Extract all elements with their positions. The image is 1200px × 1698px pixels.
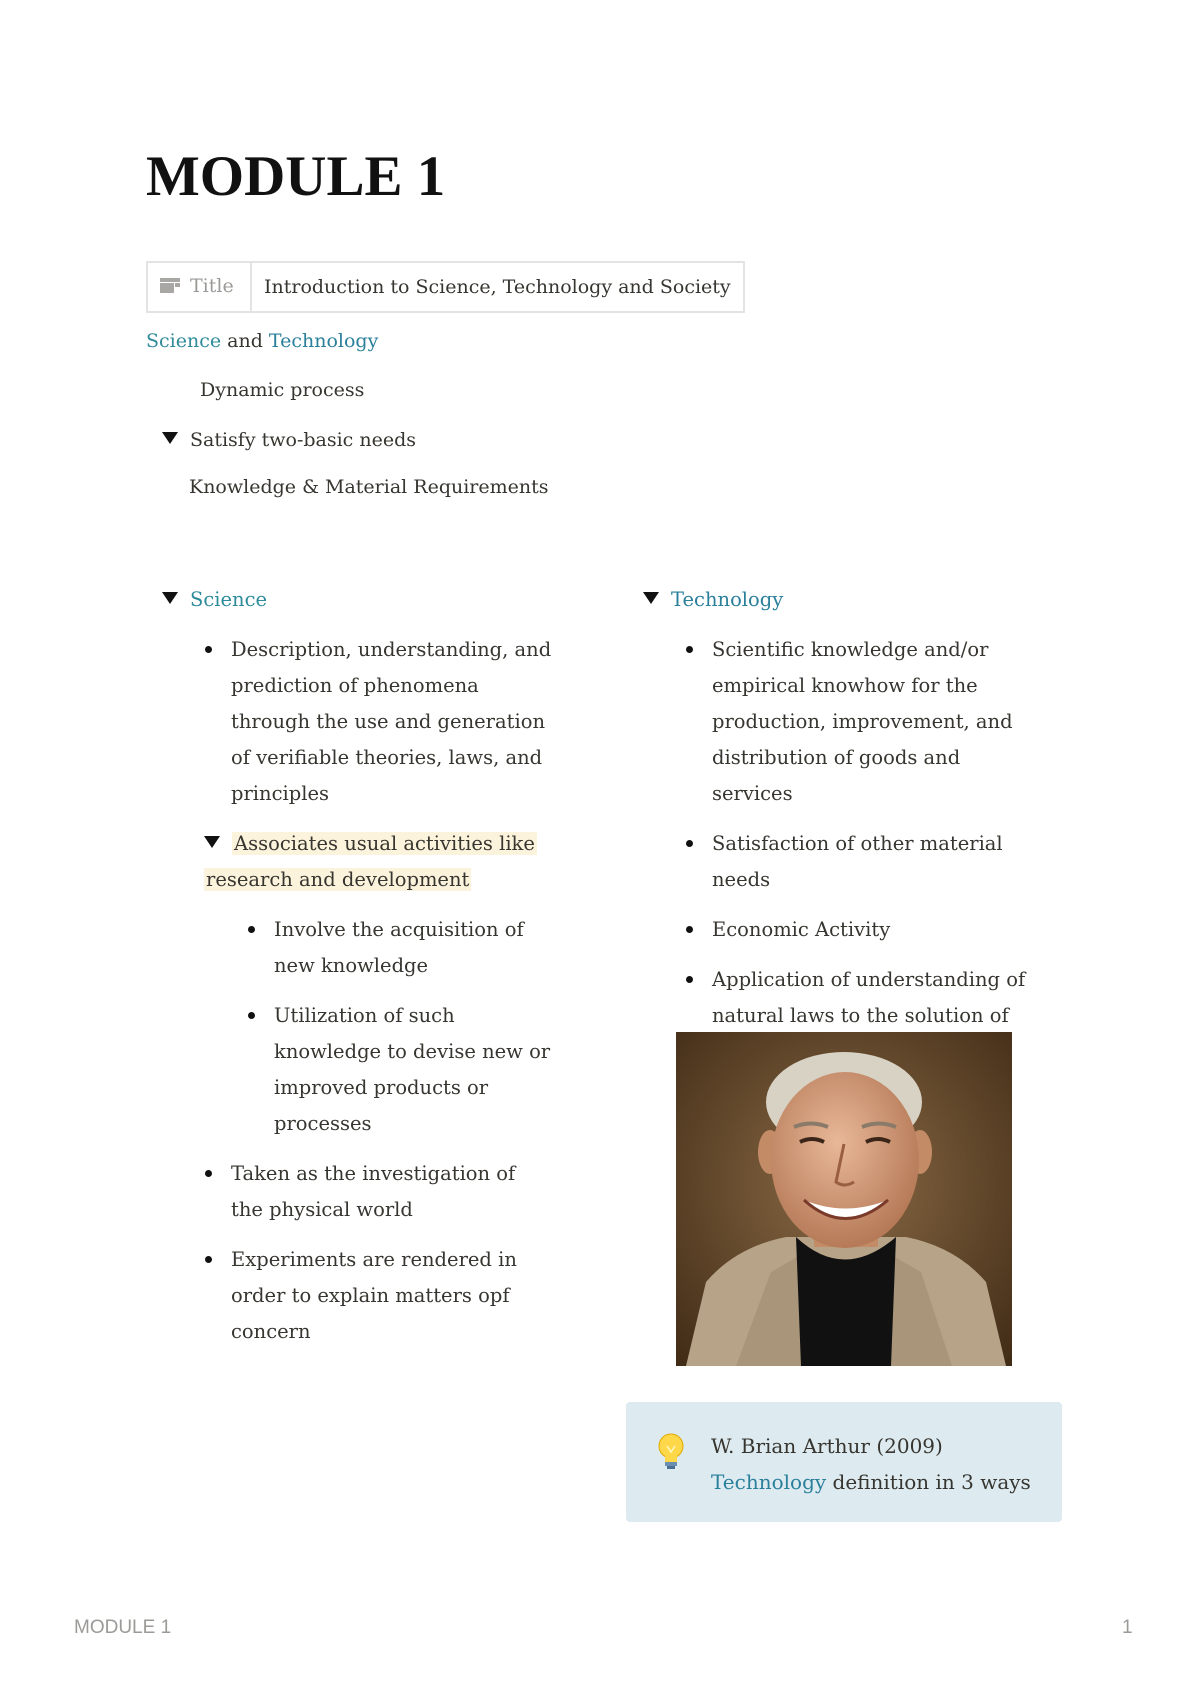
list-item: Economic Activity	[684, 912, 1044, 948]
list-item: Satisfaction of other material needs	[684, 826, 1044, 898]
property-key-label: Title	[190, 275, 234, 297]
technology-heading-link[interactable]: Technology	[671, 588, 784, 611]
callout-line-1: W. Brian Arthur (2009)	[711, 1434, 943, 1458]
list-item: Scientific knowledge and/or empirical knowhow for the production, improvement, and distribution of goods and services	[684, 632, 1044, 812]
property-row	[147, 262, 744, 312]
footer-left: MODULE 1	[74, 1617, 172, 1638]
science-list	[203, 632, 553, 812]
research-toggle[interactable]	[204, 826, 544, 898]
list-item: Experiments are rendered in order to explain matters opf concern	[203, 1242, 553, 1350]
science-toggle[interactable]	[162, 582, 582, 618]
technology-list	[684, 632, 1044, 1070]
needs-toggle[interactable]	[162, 429, 416, 452]
dynamic-process-text: Dynamic process	[200, 379, 365, 401]
list-item: Taken as the investigation of the physical world	[203, 1156, 553, 1228]
lightbulb-icon	[656, 1432, 686, 1483]
research-highlight: research and development	[206, 868, 470, 891]
property-value[interactable]: Introduction to Science, Technology and Society	[251, 262, 744, 312]
properties-table	[146, 261, 745, 313]
callout-box	[626, 1402, 1062, 1522]
science-heading-link[interactable]: Science	[190, 588, 268, 611]
technology-link[interactable]: Technology	[268, 330, 379, 352]
needs-text: Knowledge & Material Requirements	[189, 476, 549, 498]
science-list-continued	[203, 1156, 553, 1350]
callout-technology-link[interactable]: Technology	[711, 1470, 827, 1494]
callout-line-2	[711, 1464, 1031, 1500]
research-toggle-text: Associates usual activities like	[234, 832, 535, 855]
list-item: Utilization of such knowledge to devise new or improved products or processes	[246, 998, 564, 1142]
list-item: Involve the acquisition of new knowledge	[246, 912, 564, 984]
page-title: MODULE 1	[146, 145, 446, 208]
callout-rest: definition in 3 ways	[826, 1470, 1031, 1494]
technology-toggle[interactable]	[643, 582, 1073, 618]
toggle-triangle-icon[interactable]	[162, 432, 178, 444]
science-link[interactable]: Science	[146, 330, 222, 352]
toggle-triangle-icon[interactable]	[162, 592, 178, 604]
needs-toggle-label: Satisfy two-basic needs	[190, 429, 417, 451]
intro-and: and	[221, 330, 269, 352]
technology-column	[643, 582, 1073, 1084]
portrait-photo	[676, 1032, 1012, 1366]
list-item: Description, understanding, and prediction of phenomena through the use and generation of verifiable theories, laws, and principles	[203, 632, 553, 812]
toggle-triangle-icon[interactable]	[204, 836, 220, 848]
science-column	[162, 582, 582, 1364]
research-sublist	[246, 912, 564, 1142]
toggle-triangle-icon[interactable]	[643, 592, 659, 604]
title-property-icon	[160, 276, 180, 299]
footer-page-number: 1	[1122, 1617, 1133, 1638]
property-key	[147, 262, 251, 312]
list-item: Application of understanding of natural laws to the solution of	[684, 962, 1044, 1070]
callout-text	[711, 1428, 1031, 1500]
intro-heading	[146, 330, 378, 353]
